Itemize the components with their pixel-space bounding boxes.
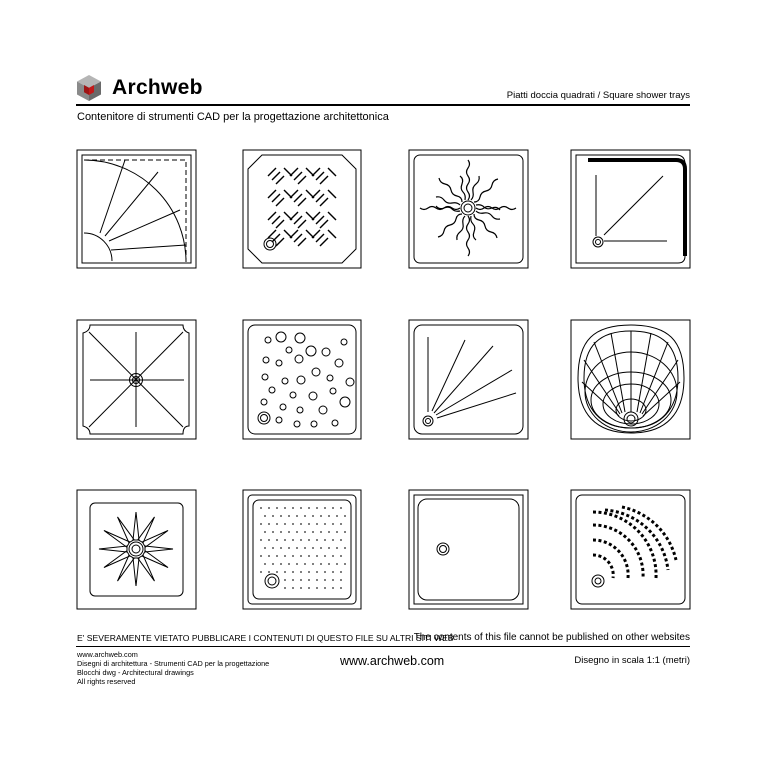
sunburst-waves-shower-tray-icon (409, 150, 528, 268)
octagonal-slotted-shower-tray-icon (243, 150, 361, 268)
drawing-title: Piatti doccia quadrati / Square shower trays (506, 90, 690, 101)
round-grid-basin-shower-tray-icon (571, 320, 690, 439)
diagonal-line-shower-tray-icon (571, 150, 690, 268)
subtitle: Contenitore di strumenti CAD per la progettazione architettonica (77, 111, 389, 123)
footer-credits (77, 650, 269, 686)
quarter-fan-shower-tray-icon (77, 150, 196, 268)
sun-petals-shower-tray-icon (77, 490, 196, 609)
copyright-warning-italian: E' SEVERAMENTE VIETATO PUBBLICARE I CONTENUTI DI QUESTO FILE SU ALTRI SITI WEB (77, 633, 454, 643)
credit-line: All rights reserved (77, 677, 136, 686)
brand-name: Archweb (112, 76, 203, 99)
corner-arc-pattern-shower-tray-icon (571, 490, 690, 609)
scale-note: Disegno in scala 1:1 (metri) (574, 655, 690, 666)
site-url: www.archweb.com (340, 654, 445, 668)
bubbles-shower-tray-icon (243, 320, 361, 439)
copyright-warning-english: The contents of this file cannot be published on other websites (413, 632, 690, 643)
credit-line: www.archweb.com (77, 650, 138, 659)
star-radial-shower-tray-icon (77, 320, 196, 439)
footer-rule (76, 646, 690, 647)
dashed-texture-shower-tray-icon (243, 490, 361, 609)
credit-line: Disegni di architettura - Strumenti CAD per la progettazione (77, 659, 270, 668)
plain-shower-tray-icon (409, 490, 528, 609)
corner-rays-shower-tray-icon (409, 320, 528, 439)
credit-line: Blocchi dwg - Architectural drawings (77, 668, 194, 677)
